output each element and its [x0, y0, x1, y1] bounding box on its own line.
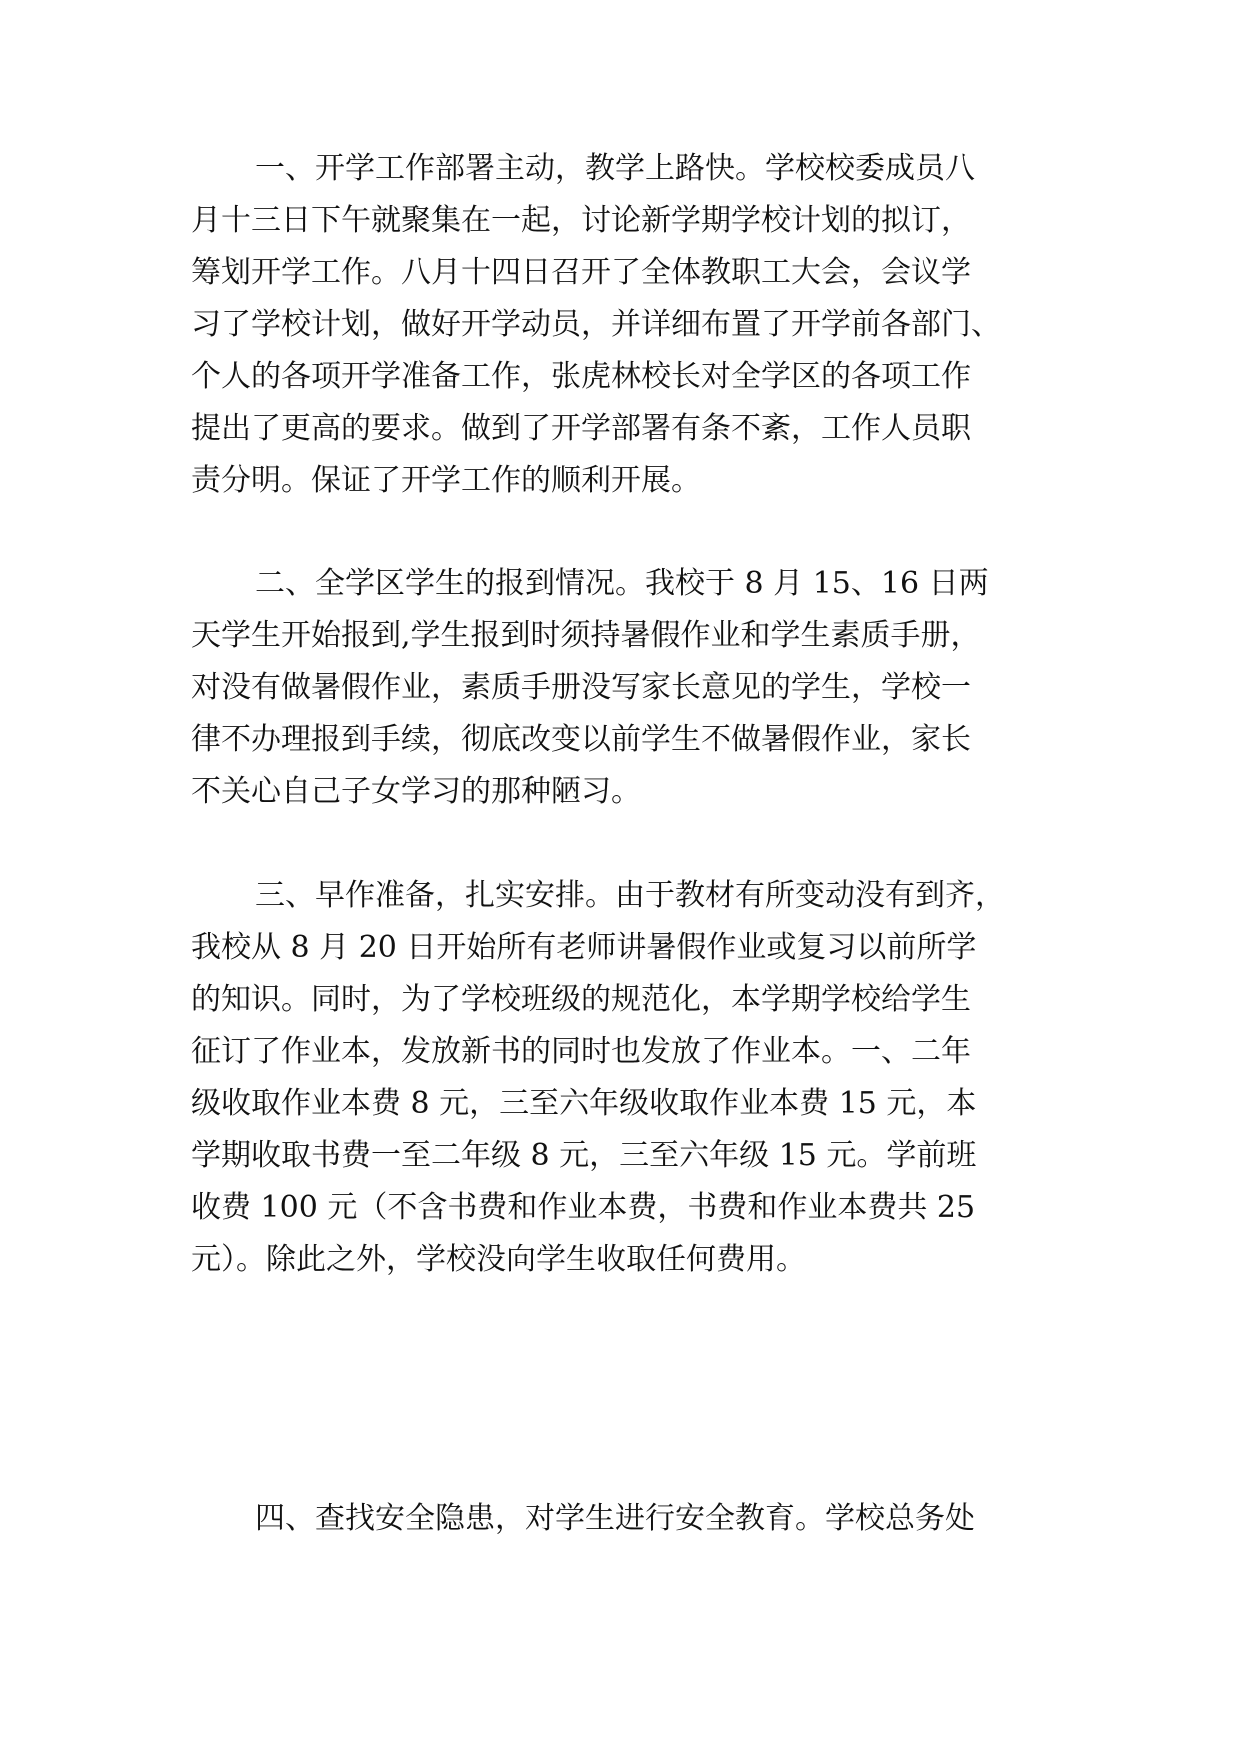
text-line: 不关心自己子女学习的那种陋习。: [191, 774, 641, 809]
text-line: 对没有做暑假作业，素质手册没写家长意见的学生，学校一: [191, 670, 971, 705]
text-line: 天学生开始报到,学生报到时须持暑假作业和学生素质手册，: [191, 618, 981, 653]
text-line: 二、全学区学生的报到情况。我校于 8 月 15、16 日两: [255, 566, 989, 601]
text-line: 四、查找安全隐患，对学生进行安全教育。学校总务处: [255, 1501, 975, 1536]
text-line: 责分明。保证了开学工作的顺利开展。: [191, 463, 701, 498]
text-line: 我校从 8 月 20 日开始所有老师讲暑假作业或复习以前所学: [191, 930, 977, 965]
text-line: 学期收取书费一至二年级 8 元，三至六年级 15 元。学前班: [191, 1138, 977, 1173]
text-line: 习了学校计划，做好开学动员，并详细布置了开学前各部门、: [191, 307, 1001, 342]
text-line: 月十三日下午就聚集在一起，讨论新学期学校计划的拟订，: [191, 203, 971, 238]
text-line: 个人的各项开学准备工作，张虎林校长对全学区的各项工作: [191, 359, 971, 394]
text-line: 一、开学工作部署主动，教学上路快。学校校委成员八: [255, 151, 975, 186]
text-line: 元）。除此之外，学校没向学生收取任何费用。: [191, 1242, 806, 1277]
text-line: 筹划开学工作。八月十四日召开了全体教职工大会，会议学: [191, 255, 971, 290]
text-line: 提出了更高的要求。做到了开学部署有条不紊，工作人员职: [191, 411, 971, 446]
text-line: 三、早作准备，扎实安排。由于教材有所变动没有到齐，: [255, 878, 1005, 913]
text-line: 的知识。同时，为了学校班级的规范化，本学期学校给学生: [191, 982, 971, 1017]
text-line: 级收取作业本费 8 元，三至六年级收取作业本费 15 元，本: [191, 1086, 977, 1121]
text-line: 律不办理报到手续，彻底改变以前学生不做暑假作业，家长: [191, 722, 971, 757]
text-line: 征订了作业本，发放新书的同时也发放了作业本。一、二年: [191, 1034, 971, 1069]
text-line: 收费 100 元（不含书费和作业本费，书费和作业本费共 25: [191, 1190, 976, 1225]
